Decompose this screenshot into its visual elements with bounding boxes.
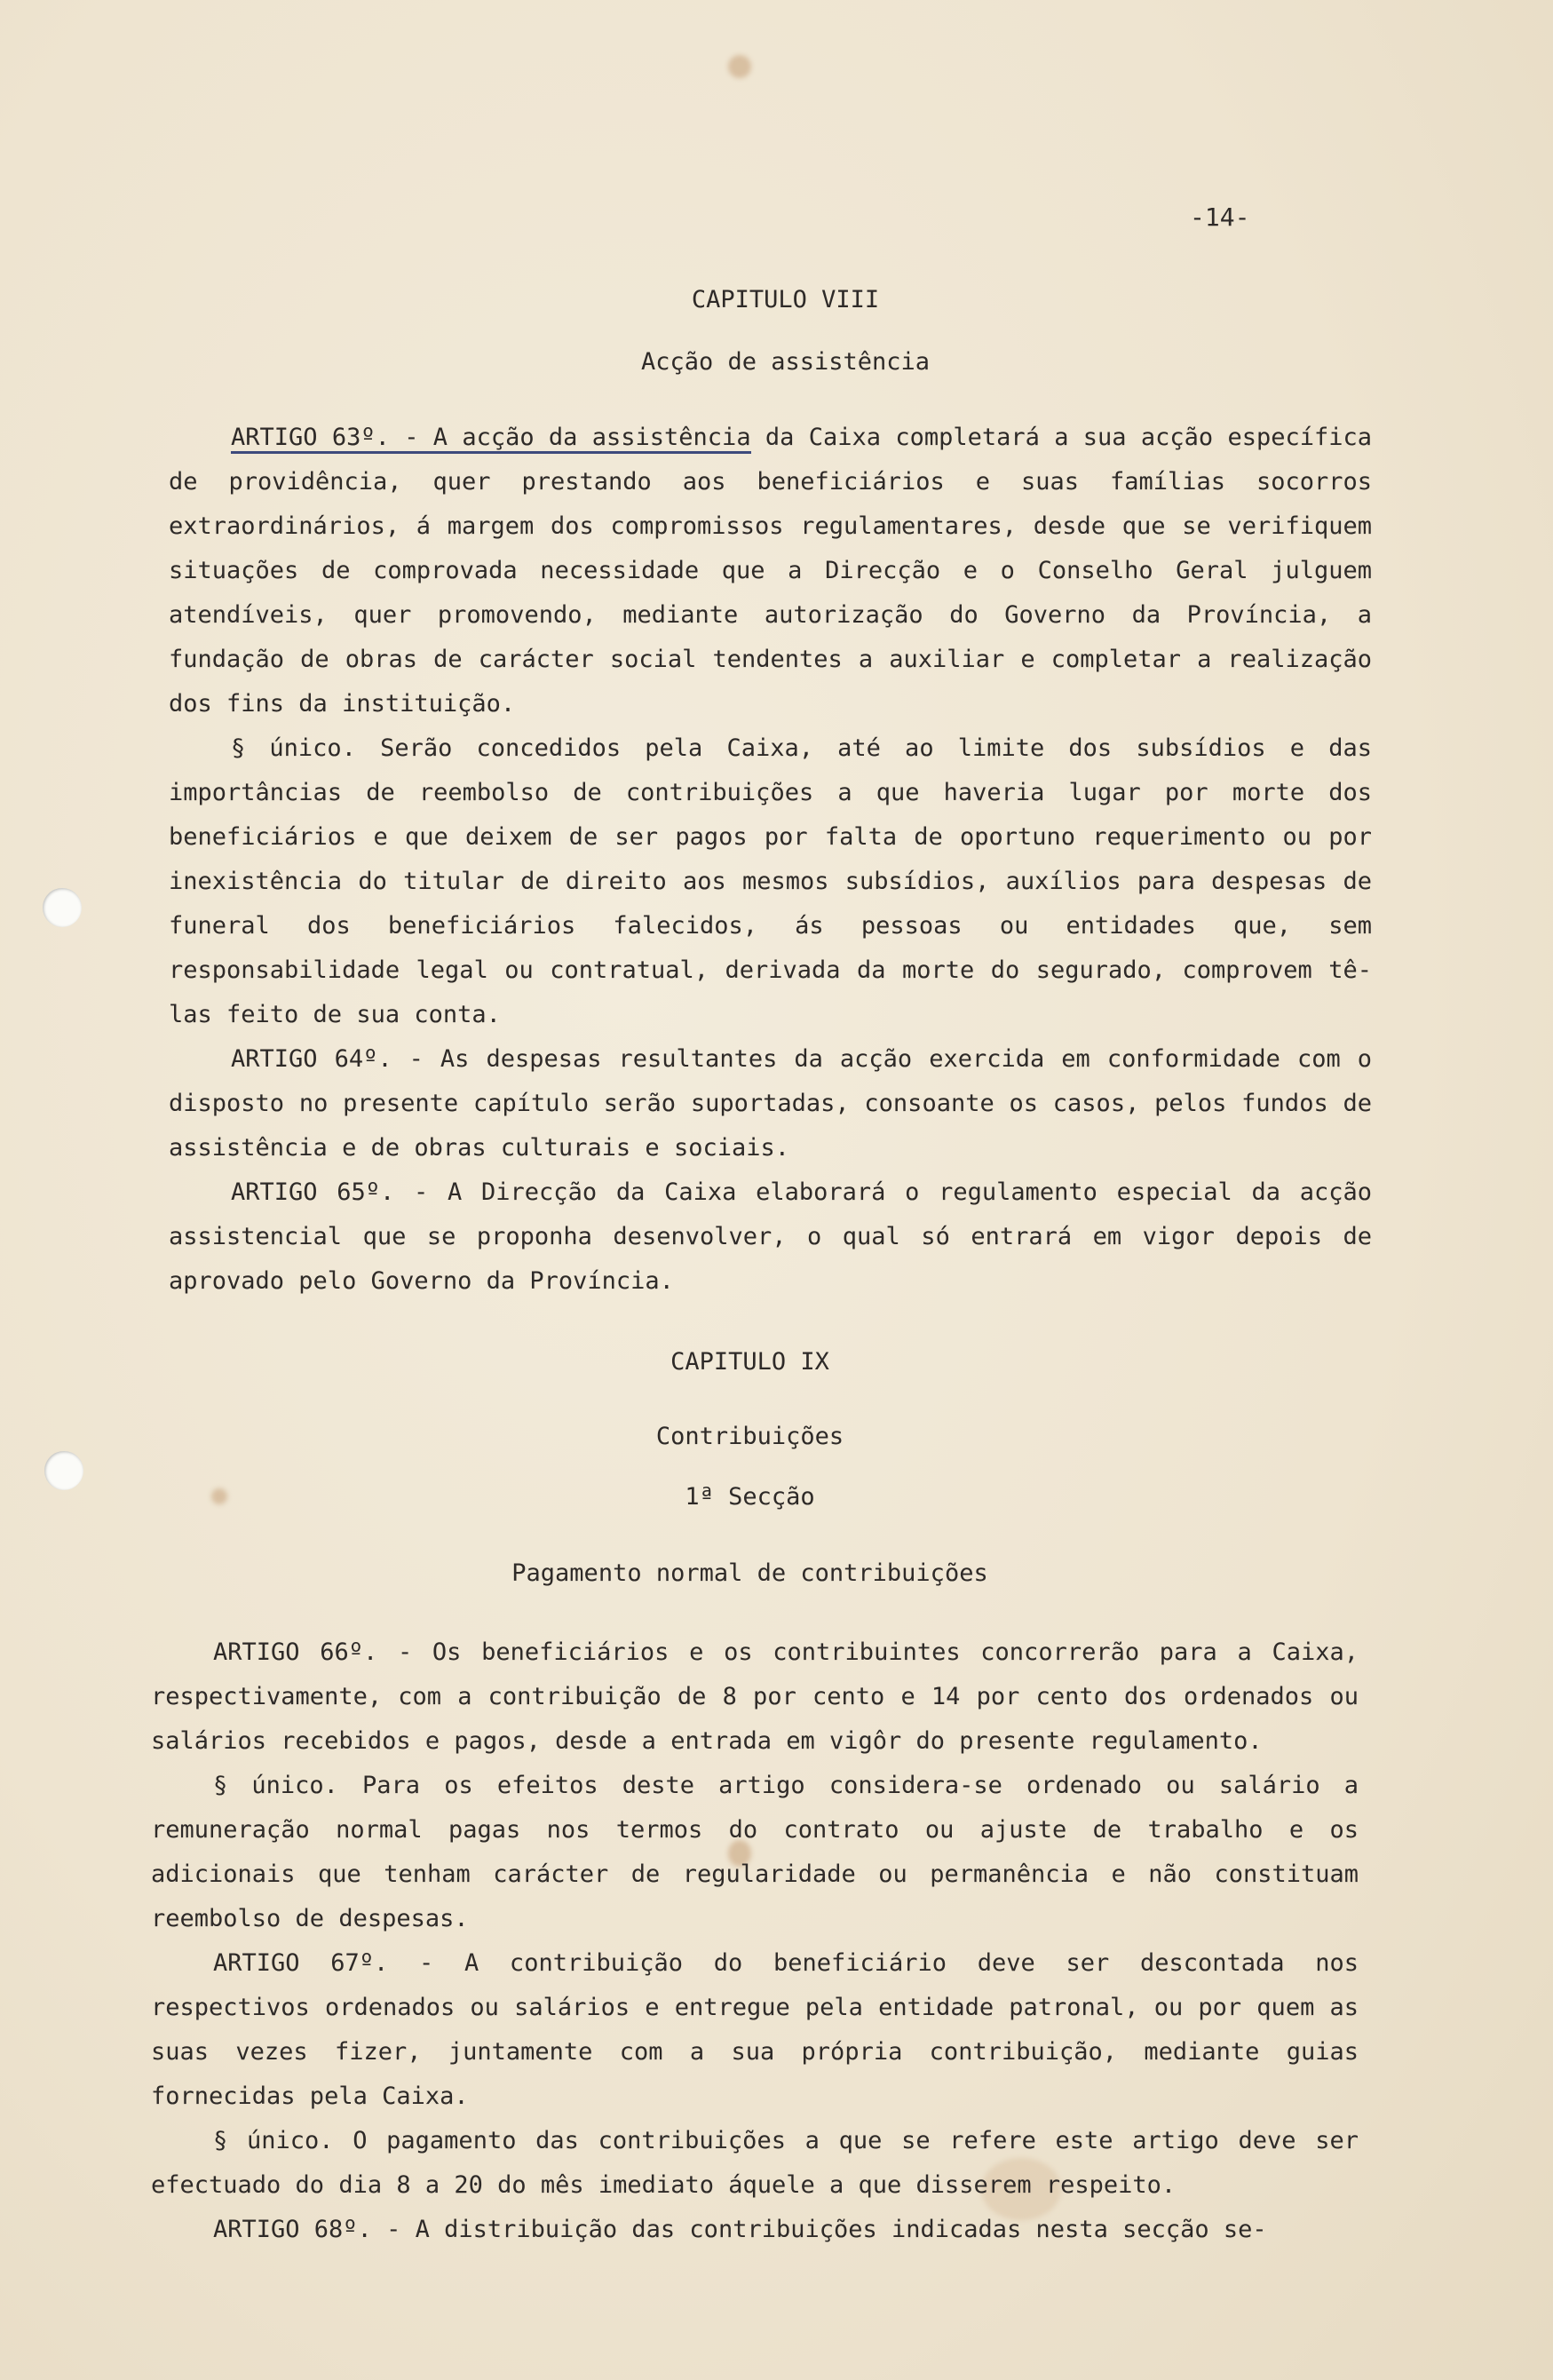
article-67: ARTIGO 67º. - A contribuição do beneficiário deve ser descontada nos respectivos ordenados ou salários e entregue pela entidade patronal, ou por quem as suas vezes fizer, juntamente com a sua própria contribuição, mediante guias fornecidas pela Caixa. [151,1949,1359,2110]
chapter-9-body [151,1630,1359,2252]
article-68: ARTIGO 68º. - A distribuição das contribuições indicadas nesta secção se- [213,2216,1267,2243]
article-63-heading: ARTIGO 63º. - A acção da assistência [231,424,751,454]
punch-hole-top [43,888,82,927]
chapter-8-body [169,416,1372,1304]
section-title: Pagamento normal de contribuições [511,1559,988,1587]
article-63-paragraph: § único. Serão concedidos pela Caixa, até ao limite dos subsídios e das importâncias de reembolso de contribuições a que haveria lugar por morte dos beneficiários e que deixem de ser pagos por falta de oportuno requerimento ou por inexistência do titular de direito aos mesmos subsídios, auxílios para despesas de funeral dos beneficiários falecidos, ás pessoas ou entidades que, sem responsabilidade legal ou contratual, derivada da morte do segurado, comprovem tê-las feito de sua conta. [169,734,1372,1028]
article-67-paragraph: § único. O pagamento das contribuições a que se refere este artigo deve ser efectuado do dia 8 a 20 do mês imediato áquele a que disserem respeito. [151,2127,1359,2199]
article-63 [169,416,1372,726]
chapter-8-subtitle: Acção de assistência [640,348,931,376]
page-number: -14- [1190,202,1250,232]
chapter-9-subtitle: Contribuições [655,1423,844,1450]
chapter-9-title: CAPITULO IX [670,1348,829,1376]
article-63-text: da Caixa completará a sua acção específica de providência, quer prestando aos beneficiários e suas famílias socorros extraordinários, á margem dos compromissos regulamentares, desde que se verifiquem situações de comprovada necessidade que a Direcção e o Conselho Geral julguem atendíveis, quer promovendo, mediante autorização do Governo da Província, a fundação de obras de carácter social tendentes a auxiliar e completar a realização dos fins da instituição. [169,424,1372,718]
paper-stain [728,55,751,78]
article-65: ARTIGO 65º. - A Direcção da Caixa elaborará o regulamento especial da acção assistencial que se proponha desenvolver, o qual só entrará em vigor depois de aprovado pelo Governo da Província. [169,1178,1372,1295]
chapter-8-title: CAPITULO VIII [691,286,880,313]
article-64: ARTIGO 64º. - As despesas resultantes da acção exercida em conformidade com o disposto no presente capítulo serão suportadas, consoante os casos, pelos fundos de assistência e de obras culturais e sociais. [169,1045,1372,1162]
section-heading: 1ª Secção [685,1483,815,1511]
article-66-paragraph: § único. Para os efeitos deste artigo considera-se ordenado ou salário a remuneração normal pagas nos termos do contrato ou ajuste de trabalho e os adicionais que tenham carácter de regularidade ou permanência e não constituam reembolso de despesas. [151,1772,1359,1932]
article-66: ARTIGO 66º. - Os beneficiários e os contribuintes concorrerão para a Caixa, respectivamente, com a contribuição de 8 por cento e 14 por cento dos ordenados ou salários recebidos e pagos, desde a entrada em vigôr do presente regulamento. [151,1638,1359,1755]
